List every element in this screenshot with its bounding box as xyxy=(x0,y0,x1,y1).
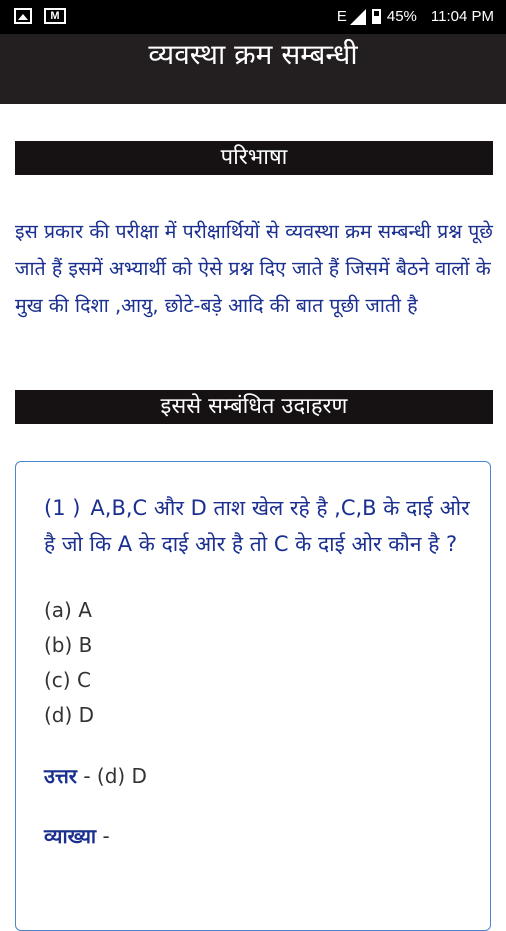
examples-heading xyxy=(15,390,493,424)
options-list xyxy=(44,593,476,733)
example-card xyxy=(15,461,491,931)
question xyxy=(44,490,476,562)
definition-text: इस प्रकार की परीक्षा में परीक्षार्थियों से व्यवस्था क्रम सम्बन्धी प्रश्न पूछे जाते हैं इसमें अभ्यार्थी को ऐसे प्रश्न दिए जाते हैं जिसमें बैठने वालों के मुख की दिशा ,आयु, छोटे-बड़े आदि की बात पूछी जाती है xyxy=(15,220,493,317)
clock: 11:04 PM xyxy=(430,8,494,25)
examples-heading-label: इससे सम्बंधित उदाहरण xyxy=(160,394,348,419)
battery-level: 45% xyxy=(386,8,417,25)
explanation xyxy=(44,819,476,854)
definition-heading xyxy=(15,141,493,175)
answer-value: - (d) D xyxy=(76,764,147,788)
answer xyxy=(44,759,476,794)
network-type: E xyxy=(336,8,347,25)
gmail-icon: M xyxy=(44,8,66,24)
system-indicators xyxy=(337,8,494,25)
explanation-label: व्याख्या xyxy=(44,824,97,848)
question-text: A,B,C और D ताश खेल रहे है ,C,B के दाई ओर है जो कि A के दाई ओर है तो C के दाई ओर कौन है ? xyxy=(44,496,470,556)
option-a: (a) A xyxy=(44,598,92,622)
question-number: (1 ) xyxy=(44,496,81,520)
definition-heading-label: परिभाषा xyxy=(220,145,288,170)
explanation-value: - xyxy=(96,824,110,848)
image-notification-icon xyxy=(14,8,32,24)
page-title: व्यवस्था क्रम सम्बन्धी xyxy=(148,38,358,71)
title-bar xyxy=(0,34,506,104)
battery-icon xyxy=(372,9,381,24)
answer-label: उत्तर xyxy=(44,764,77,788)
option-c: (c) C xyxy=(44,668,91,692)
option-d: (d) D xyxy=(44,703,95,727)
notification-icons xyxy=(14,8,66,24)
option-b: (b) B xyxy=(44,633,93,657)
signal-icon xyxy=(337,8,366,25)
status-bar xyxy=(0,0,506,34)
